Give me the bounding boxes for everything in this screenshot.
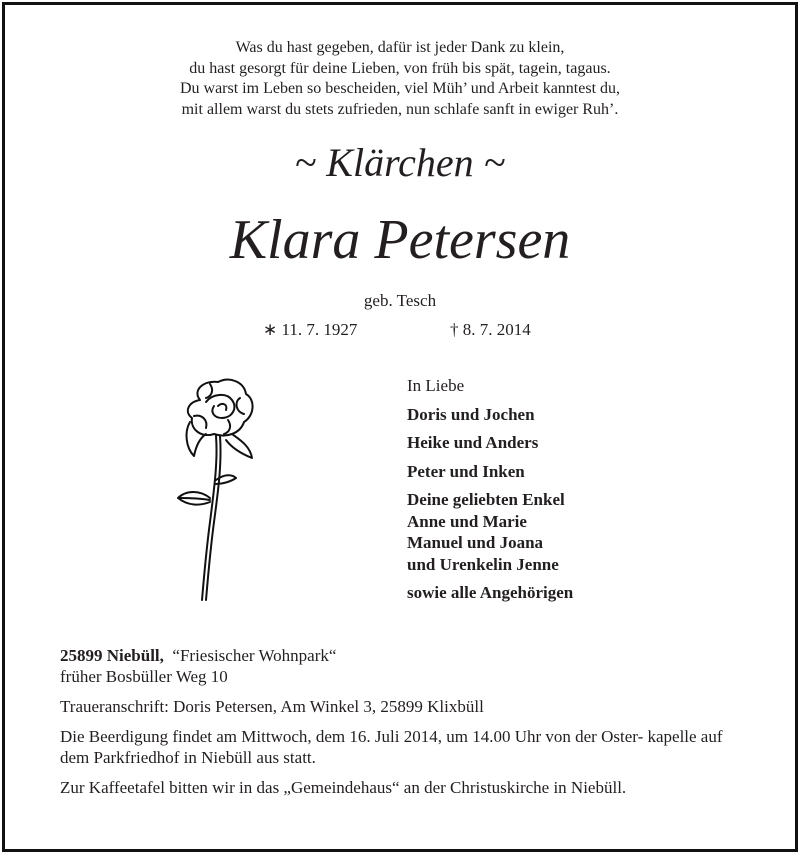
mourner-group xyxy=(407,489,573,575)
poem-line: Du warst im Leben so bescheiden, viel Müh’ und Arbeit kanntest du, xyxy=(179,80,621,97)
mourner-line: und Urenkelin Jenne xyxy=(407,554,559,574)
rose-icon xyxy=(170,372,270,604)
death-date: † 8. 7. 2014 xyxy=(450,320,531,339)
mourner-line: Anne und Marie xyxy=(407,511,527,531)
poem-line: Was du hast gegeben, dafür ist jeder Dank zu klein, xyxy=(235,39,565,56)
mourner-group xyxy=(407,461,573,483)
mourner-group xyxy=(407,432,573,454)
mourner-line: sowie alle Angehörigen xyxy=(407,583,574,602)
address-residence: “Friesischer Wohnpark“ xyxy=(172,646,337,665)
mourner-line: Manuel und Joana xyxy=(407,533,544,552)
address-former: früher Bosbüller Weg 10 xyxy=(60,667,228,686)
mourner-line: Doris und Jochen xyxy=(407,404,535,424)
mourner-line: Deine geliebten Enkel xyxy=(407,490,565,509)
birth-date: ∗ 11. 7. 1927 xyxy=(263,320,358,339)
mourner-line: Peter und Inken xyxy=(407,461,525,481)
mourners-list xyxy=(407,375,573,611)
mourner-group xyxy=(407,404,573,426)
nickname: ~ Klärchen ~ xyxy=(294,140,506,185)
mourning-address: Traueranschrift: Doris Petersen, Am Winkel 3, 25899 Klixbüll xyxy=(60,697,484,716)
funeral-details: Die Beerdigung findet am Mittwoch, dem 16. Juli 2014, um 14.00 Uhr von der Oster- kapelle auf dem Parkfriedhof in Niebüll aus statt. xyxy=(60,727,723,767)
mourner-group xyxy=(407,582,573,604)
funeral-info xyxy=(60,645,750,807)
address-block xyxy=(60,645,750,687)
coffee-invitation: Zur Kaffeetafel bitten wir in das „Gemeindehaus“ an der Christuskirche in Niebüll. xyxy=(60,778,627,797)
poem xyxy=(0,38,800,120)
address-place: 25899 Niebüll, xyxy=(60,646,164,665)
mourner-line: Heike und Anders xyxy=(407,433,539,452)
poem-line: du hast gesorgt für deine Lieben, von früh bis spät, tagein, tagaus. xyxy=(189,59,611,77)
deceased-name: Klara Petersen xyxy=(229,209,571,271)
maiden-name: geb. Tesch xyxy=(363,291,437,310)
mourners-intro: In Liebe xyxy=(407,376,465,395)
poem-line: mit allem warst du stets zufrieden, nun schlafe sanft in ewiger Ruh’. xyxy=(181,100,619,118)
